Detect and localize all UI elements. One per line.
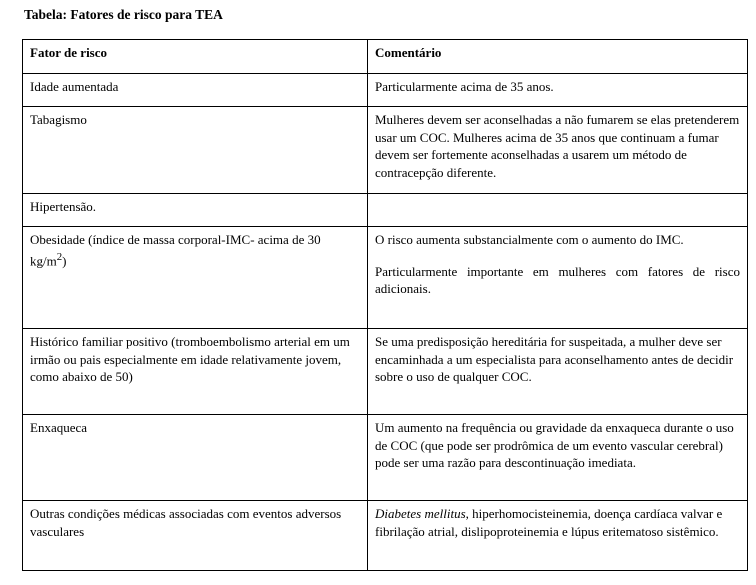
table-caption: Tabela: Fatores de risco para TEA [24, 7, 223, 22]
comment-text: , hiperhomocisteinemia, doença cardíaca valvar e fibrilação atrial, dislipoproteinemia e lúpus eritematoso sistêmico. [375, 506, 723, 539]
header-comment: Comentário [368, 40, 748, 74]
comment-cell [368, 227, 748, 329]
superscript: 2 [56, 250, 63, 263]
comment-paragraph: O risco aumenta substancialmente com o aumento do IMC. [375, 232, 684, 247]
comment-cell: Mulheres devem ser aconselhadas a não fumarem se elas pretenderem usar um COC. Mulheres acima de 35 anos que continuam a fumar devem ser fortemente aconselhadas a usarem um método de contracepção diferente. [368, 107, 748, 194]
factor-text-end: ) [62, 252, 67, 268]
factor-cell: Outras condições médicas associadas com eventos adversos vasculares [23, 501, 368, 571]
risk-factors-table [22, 39, 748, 571]
factor-cell: Enxaqueca [23, 415, 368, 501]
table-row [23, 227, 748, 329]
comment-cell: Um aumento na frequência ou gravidade da enxaqueca durante o uso de COC (que pode ser prodrômica de um evento vascular cerebral) pode ser uma razão para descontinuação imediata. [368, 415, 748, 501]
comment-cell [368, 501, 748, 571]
factor-cell: Histórico familiar positivo (tromboembolismo arterial em um irmão ou pais especialmente em idade relativamente jovem, como abaixo de 50) [23, 329, 368, 415]
table-row [23, 107, 748, 194]
comment-cell: Se uma predisposição hereditária for suspeitada, a mulher deve ser encaminhada a um especialista para aconselhamento antes de decidir sobre o uso de qualquer COC. [368, 329, 748, 415]
comment-cell [368, 194, 748, 227]
table-row [23, 194, 748, 227]
table-row [23, 329, 748, 415]
header-factor: Fator de risco [23, 40, 368, 74]
factor-cell: Tabagismo [23, 107, 368, 194]
table-row [23, 501, 748, 571]
comment-cell: Particularmente acima de 35 anos. [368, 74, 748, 107]
table-row [23, 415, 748, 501]
table-row [23, 74, 748, 107]
table-header-row [23, 40, 748, 74]
factor-cell: Hipertensão. [23, 194, 368, 227]
factor-cell [23, 227, 368, 329]
factor-text: Obesidade (índice de massa corporal-IMC- acima de 30 kg/m [30, 232, 321, 268]
factor-cell: Idade aumentada [23, 74, 368, 107]
comment-paragraph: Particularmente importante em mulheres com fatores de risco adicionais. [375, 263, 740, 296]
comment-italic: Diabetes mellitus [375, 506, 466, 521]
